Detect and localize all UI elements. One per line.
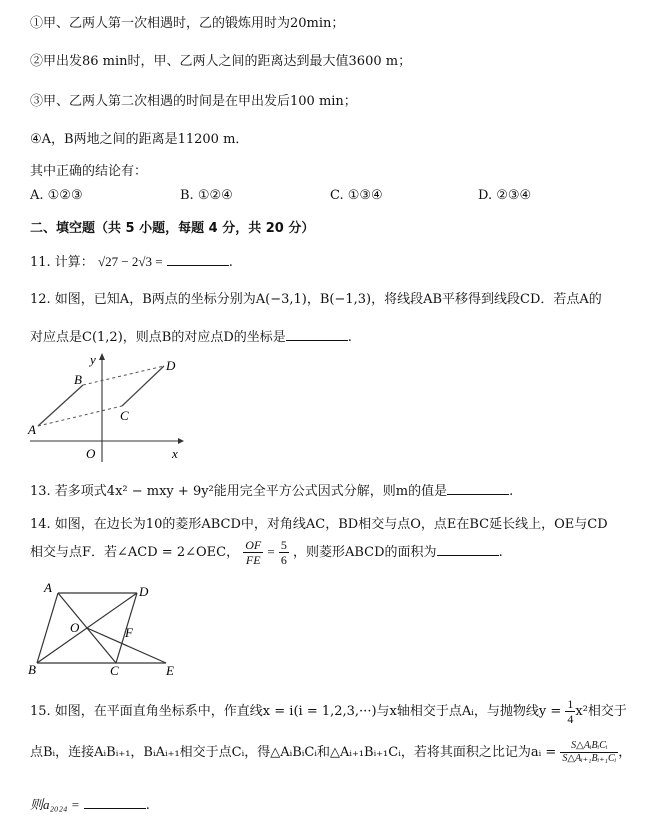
q14-end: . bbox=[498, 545, 503, 560]
q12-answer-blank bbox=[286, 328, 348, 341]
label-f: F bbox=[125, 625, 133, 640]
q15-coef-top: 1 bbox=[567, 697, 574, 711]
q14-answer-blank bbox=[437, 543, 499, 556]
q12-line2-text: 对应点是C(1,2)，则点B的对应点D的坐标是 bbox=[30, 330, 286, 345]
label-c: C bbox=[120, 408, 129, 423]
q15-ratio-bottom: S△Aᵢ₊₁Bᵢ₊₁Cᵢ bbox=[562, 753, 617, 764]
label-d: D bbox=[166, 358, 176, 373]
q11-answer-blank bbox=[167, 253, 229, 266]
label-o: O bbox=[86, 446, 96, 461]
q15-coefficient bbox=[565, 697, 575, 726]
figure-12 bbox=[26, 350, 186, 466]
statement-1: ①甲、乙两人第一次相遇时，乙的锻炼用时为20min； bbox=[30, 16, 345, 31]
label-o: O bbox=[70, 620, 80, 635]
dashed-ac bbox=[38, 406, 122, 426]
q15-end: . bbox=[145, 798, 150, 813]
label-y: y bbox=[90, 352, 96, 367]
option-b: B. ①②④ bbox=[180, 188, 233, 203]
q13-end: . bbox=[509, 484, 514, 499]
label-a: A bbox=[44, 580, 52, 595]
option-a: A. ①②③ bbox=[30, 188, 83, 203]
option-c: C. ①③④ bbox=[330, 188, 383, 203]
side-ab bbox=[37, 593, 58, 663]
q14-value-fraction bbox=[279, 538, 289, 567]
segment-ab bbox=[38, 385, 83, 426]
segment-cd bbox=[122, 366, 164, 406]
option-d: D. ②③④ bbox=[478, 188, 532, 203]
label-b: B bbox=[74, 372, 82, 387]
q15-line2-end: ， bbox=[618, 745, 632, 760]
section-title: 二、填空题（共 5 小题，每题 4 分，共 20 分） bbox=[30, 221, 315, 236]
q15-line1-text: 15. 如图，在平面直角坐标系中，作直线x = i(i = 1,2,3,···)与x轴相交于点Aᵢ，与抛物线y = bbox=[30, 704, 562, 719]
q15-area-ratio bbox=[560, 740, 618, 765]
q15-ratio-top: S△AᵢBᵢCᵢ bbox=[560, 740, 618, 753]
statement-3: ③甲、乙两人第二次相遇的时间是在甲出发后100 min； bbox=[30, 94, 357, 109]
x-axis-arrow bbox=[178, 438, 184, 444]
question-15-line1 bbox=[30, 697, 627, 726]
q15-answer-blank bbox=[84, 796, 146, 809]
question-15-line2 bbox=[30, 740, 631, 765]
label-a: A bbox=[28, 422, 36, 437]
dashed-bd bbox=[83, 366, 164, 385]
q15-line2-text: 点Bᵢ，连接AᵢBᵢ₊₁，BᵢAᵢ₊₁相交于点Cᵢ，得△AᵢBᵢCᵢ和△Aᵢ₊₁Bᵢ₊₁Cᵢ，若将其面积之比记为aᵢ = bbox=[30, 745, 557, 760]
q11-expression: √27 − 2√3 = bbox=[97, 254, 163, 269]
q13-text: 13. 若多项式4x² − mxy + 9y²能用完全平方公式因式分解，则m的值是 bbox=[30, 484, 448, 499]
question-12-line1: 12. 如图，已知A，B两点的坐标分别为A(−3,1)，B(−1,3)，将线段AB平移得到线段CD．若点A的 bbox=[30, 292, 602, 307]
q11-number: 11. 计算： bbox=[30, 255, 94, 270]
q14-line2-text: 相交与点F．若∠ACD = 2∠OEC， bbox=[30, 545, 240, 560]
q15-line1-rest: x²相交于 bbox=[575, 704, 627, 719]
q14-ratio-fraction bbox=[243, 538, 263, 567]
label-c: C bbox=[110, 663, 119, 678]
label-b: B bbox=[28, 662, 36, 677]
question-prompt: 其中正确的结论有： bbox=[30, 164, 148, 179]
q14-line2-rest: ，则菱形ABCD的面积为 bbox=[293, 545, 437, 560]
label-e: E bbox=[166, 663, 174, 678]
q12-end: . bbox=[347, 330, 352, 345]
question-14-line2 bbox=[30, 538, 503, 567]
question-13 bbox=[30, 480, 513, 499]
q13-answer-blank bbox=[447, 482, 509, 495]
question-14-line1: 14. 如图，在边长为10的菱形ABCD中，对角线AC，BD相交与点O，点E在BC延长线上，OE与CD bbox=[30, 517, 608, 532]
q14-value-bottom: 6 bbox=[280, 553, 287, 567]
question-15-line3 bbox=[30, 794, 150, 813]
q11-end: . bbox=[228, 255, 233, 270]
q14-equals: = bbox=[267, 544, 275, 559]
label-x: x bbox=[172, 446, 178, 461]
question-11 bbox=[30, 251, 233, 270]
q14-ratio-bottom: FE bbox=[245, 553, 261, 567]
statement-4: ④A，B两地之间的距离是11200 m． bbox=[30, 132, 249, 147]
q14-ratio-top: OF bbox=[245, 538, 262, 552]
label-d: D bbox=[139, 584, 149, 599]
figure-14 bbox=[26, 578, 186, 678]
statement-2: ②甲出发86 min时，甲、乙两人之间的距离达到最大值3600 m； bbox=[30, 54, 412, 69]
q15-line3-text: 则a₂₀₂₄ = bbox=[30, 797, 80, 812]
question-12-line2 bbox=[30, 326, 352, 345]
q14-value-top: 5 bbox=[280, 538, 287, 552]
y-axis-arrow bbox=[99, 353, 105, 360]
q15-coef-bottom: 4 bbox=[567, 712, 574, 726]
